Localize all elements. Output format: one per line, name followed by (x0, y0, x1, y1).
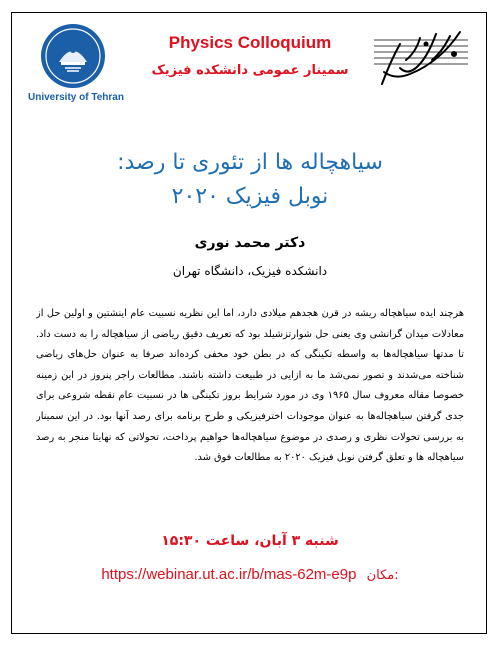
physics-society-logo (370, 22, 472, 94)
speaker-affiliation: دانشکده فیزیک، دانشگاه تهران (172, 264, 328, 278)
date-time: شنبه ۳ آبان، ساعت ۱۵:۳۰ (161, 533, 339, 549)
university-name: University of Tehran (28, 92, 124, 103)
university-logo (28, 22, 124, 103)
colloquium-title-english: Physics Colloquium (168, 33, 332, 52)
calligraphy-logo-icon (370, 22, 472, 94)
location-row (20, 566, 480, 583)
location-label: مکان: (366, 568, 399, 583)
speaker-name: دکتر محمد نوری (194, 235, 306, 251)
university-seal-icon (39, 22, 107, 90)
talk-title-line2: نوبل فیزیک ۲۰۲۰ (171, 184, 329, 209)
talk-title-line1: سیاهچاله ها از تئوری تا رصد: (117, 150, 383, 175)
abstract-text: هرچند ایده سیاهچاله ریشه در قرن هجدهم میلادی دارد، اما این نظریه نسبیت عام اینشتین و اولین حل از معادلات میدان گرانشی وی یعنی حل شوارتزشیلد بود که تعریف دقیق ریاضی از سیاهچاله را به دست داد. تا مدتها سیاهچاله‌ها به واسطه تکینگی که در بطن خود مخفی کرده‌اند صرفا به عنوان حل‌های ریاضی شناخته می‌شدند و تصور نمی‌شد ما به ازایی در طبیعت داشته باشند. مطالعات راجر پنروز در این زمینه خصوصا مقاله معروف سال ۱۹۶۵ وی در مورد شرایط بروز تکینگی ها در نسبیت عام نقطه شروعی برای جدی گرفتن سیاهچاله‌ها به عنوان موجودات اخترفیزیکی و طرح برنامه برای رصد آنها بود. در این سمینار به بررسی تحولات نظری و رصدی در موضوع سیاهچاله‌ها خواهیم پرداخت، تحولاتی که نهایتا منجر به رصد سیاهچاله ها و تعلق گرفتن نوبل فیزیک ۲۰۲۰ به مطالعات فوق شد. (36, 308, 464, 464)
webinar-link[interactable]: https://webinar.ut.ac.ir/b/mas-62m-e9p (101, 566, 357, 583)
talk-title (40, 146, 460, 214)
colloquium-title-persian: سمینار عمومی دانشکده فیزیک (151, 63, 349, 78)
